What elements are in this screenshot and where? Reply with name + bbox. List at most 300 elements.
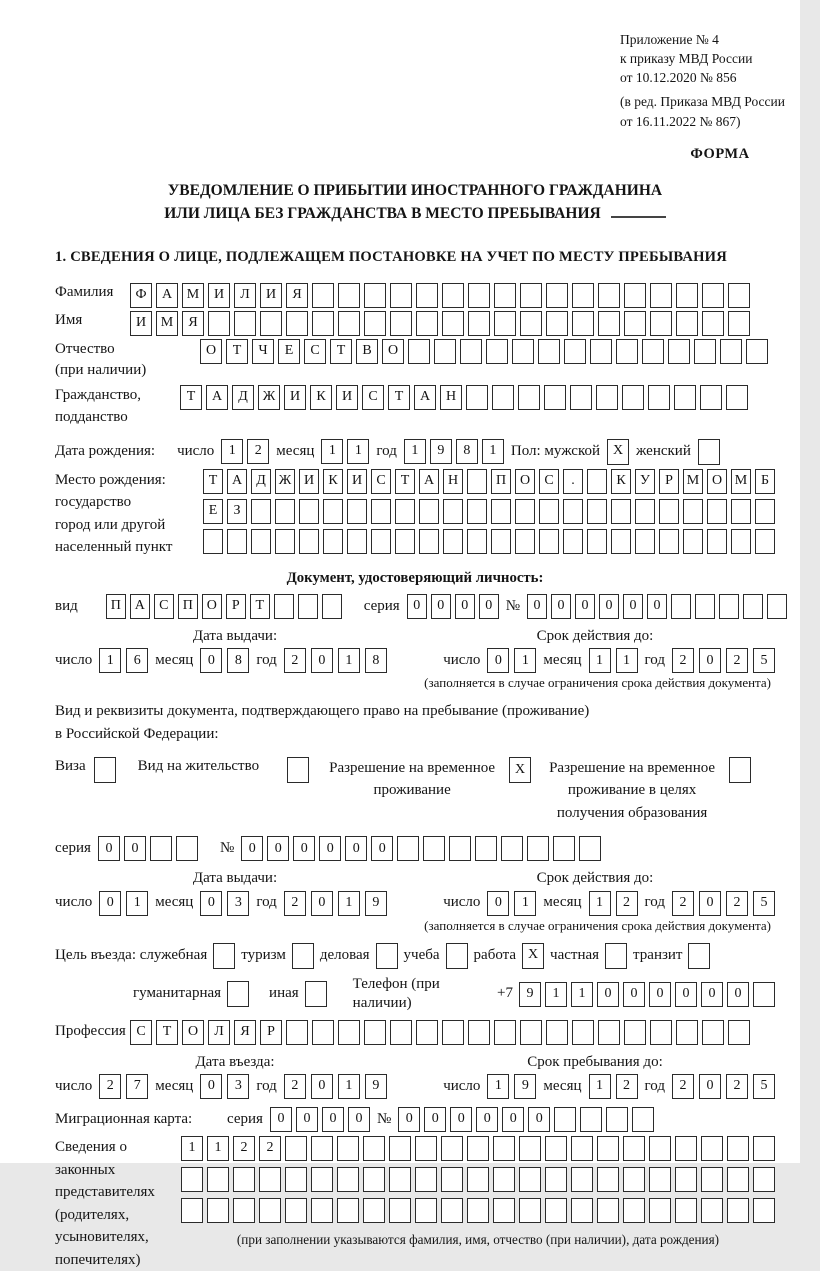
char-cell[interactable] <box>285 1167 307 1192</box>
char-cell[interactable] <box>364 283 386 308</box>
char-cell[interactable] <box>650 311 672 336</box>
char-cell[interactable] <box>467 469 487 494</box>
char-cell[interactable]: М <box>156 311 178 336</box>
char-cell[interactable]: Я <box>286 283 308 308</box>
char-cell[interactable] <box>468 1020 490 1045</box>
char-cell[interactable] <box>545 1167 567 1192</box>
char-cell[interactable]: 0 <box>398 1107 420 1132</box>
purpose-transit-checkbox[interactable] <box>688 943 710 969</box>
char-cell[interactable] <box>676 1020 698 1045</box>
char-cell[interactable] <box>571 1167 593 1192</box>
char-cell[interactable] <box>207 1167 229 1192</box>
char-cell[interactable]: Б <box>755 469 775 494</box>
char-cell[interactable] <box>590 339 612 364</box>
char-cell[interactable] <box>233 1167 255 1192</box>
char-cell[interactable]: П <box>178 594 198 619</box>
char-cell[interactable] <box>299 499 319 524</box>
char-cell[interactable] <box>441 1198 463 1223</box>
char-cell[interactable] <box>286 1020 308 1045</box>
char-cell[interactable]: 0 <box>649 982 671 1007</box>
char-cell[interactable] <box>572 311 594 336</box>
char-cell[interactable]: 0 <box>293 836 315 861</box>
char-cell[interactable] <box>518 385 540 410</box>
char-cell[interactable] <box>415 1167 437 1192</box>
char-cell[interactable]: 1 <box>571 982 593 1007</box>
char-cell[interactable]: О <box>515 469 535 494</box>
char-cell[interactable] <box>701 1136 723 1161</box>
char-cell[interactable]: 0 <box>99 891 121 916</box>
purpose-official-checkbox[interactable] <box>213 943 235 969</box>
char-cell[interactable] <box>150 836 172 861</box>
char-cell[interactable] <box>419 529 439 554</box>
char-cell[interactable] <box>397 836 419 861</box>
char-cell[interactable] <box>554 1107 576 1132</box>
char-cell[interactable]: 1 <box>589 891 611 916</box>
char-cell[interactable]: 1 <box>404 439 426 464</box>
char-cell[interactable] <box>442 1020 464 1045</box>
char-cell[interactable] <box>337 1198 359 1223</box>
char-cell[interactable] <box>389 1167 411 1192</box>
char-cell[interactable]: Н <box>440 385 462 410</box>
char-cell[interactable] <box>467 529 487 554</box>
char-cell[interactable] <box>623 1198 645 1223</box>
char-cell[interactable]: 0 <box>599 594 619 619</box>
char-cell[interactable]: 0 <box>527 594 547 619</box>
char-cell[interactable]: 0 <box>371 836 393 861</box>
char-cell[interactable]: 5 <box>753 891 775 916</box>
char-cell[interactable] <box>259 1198 281 1223</box>
char-cell[interactable]: 9 <box>430 439 452 464</box>
char-cell[interactable]: 2 <box>616 1074 638 1099</box>
char-cell[interactable] <box>363 1167 385 1192</box>
char-cell[interactable]: 0 <box>528 1107 550 1132</box>
char-cell[interactable]: Д <box>232 385 254 410</box>
char-cell[interactable] <box>546 1020 568 1045</box>
purpose-humanitarian-checkbox[interactable] <box>227 981 249 1007</box>
char-cell[interactable] <box>635 529 655 554</box>
char-cell[interactable] <box>707 499 727 524</box>
char-cell[interactable] <box>624 1020 646 1045</box>
char-cell[interactable] <box>700 385 722 410</box>
char-cell[interactable] <box>395 499 415 524</box>
char-cell[interactable] <box>597 1198 619 1223</box>
char-cell[interactable]: 2 <box>284 1074 306 1099</box>
char-cell[interactable] <box>234 311 256 336</box>
char-cell[interactable] <box>546 311 568 336</box>
char-cell[interactable] <box>694 339 716 364</box>
char-cell[interactable]: И <box>347 469 367 494</box>
char-cell[interactable]: К <box>323 469 343 494</box>
char-cell[interactable] <box>286 311 308 336</box>
char-cell[interactable] <box>390 283 412 308</box>
char-cell[interactable]: 2 <box>672 1074 694 1099</box>
char-cell[interactable]: 1 <box>207 1136 229 1161</box>
char-cell[interactable] <box>520 283 542 308</box>
char-cell[interactable]: С <box>539 469 559 494</box>
char-cell[interactable]: М <box>683 469 703 494</box>
char-cell[interactable] <box>501 836 523 861</box>
char-cell[interactable] <box>606 1107 628 1132</box>
char-cell[interactable]: 2 <box>672 648 694 673</box>
char-cell[interactable] <box>371 499 391 524</box>
char-cell[interactable] <box>492 385 514 410</box>
temp-residence-checkbox[interactable]: X <box>509 757 531 783</box>
char-cell[interactable] <box>597 1136 619 1161</box>
char-cell[interactable]: 1 <box>482 439 504 464</box>
char-cell[interactable] <box>494 1020 516 1045</box>
char-cell[interactable]: З <box>227 499 247 524</box>
char-cell[interactable]: 0 <box>296 1107 318 1132</box>
char-cell[interactable] <box>753 1136 775 1161</box>
char-cell[interactable]: 5 <box>753 648 775 673</box>
char-cell[interactable]: Ж <box>275 469 295 494</box>
char-cell[interactable] <box>622 385 644 410</box>
char-cell[interactable]: 1 <box>514 891 536 916</box>
char-cell[interactable] <box>408 339 430 364</box>
char-cell[interactable]: И <box>208 283 230 308</box>
char-cell[interactable]: 0 <box>623 594 643 619</box>
char-cell[interactable] <box>416 1020 438 1045</box>
char-cell[interactable] <box>323 529 343 554</box>
char-cell[interactable]: 1 <box>545 982 567 1007</box>
char-cell[interactable] <box>545 1198 567 1223</box>
char-cell[interactable] <box>363 1198 385 1223</box>
char-cell[interactable] <box>642 339 664 364</box>
char-cell[interactable]: 0 <box>200 891 222 916</box>
char-cell[interactable]: И <box>284 385 306 410</box>
char-cell[interactable]: А <box>156 283 178 308</box>
char-cell[interactable]: 0 <box>675 982 697 1007</box>
char-cell[interactable]: Т <box>156 1020 178 1045</box>
char-cell[interactable]: Т <box>226 339 248 364</box>
char-cell[interactable]: 8 <box>456 439 478 464</box>
char-cell[interactable]: 6 <box>126 648 148 673</box>
char-cell[interactable]: 1 <box>589 1074 611 1099</box>
char-cell[interactable]: 9 <box>365 891 387 916</box>
char-cell[interactable] <box>728 311 750 336</box>
char-cell[interactable] <box>598 311 620 336</box>
char-cell[interactable]: 0 <box>311 648 333 673</box>
char-cell[interactable] <box>701 1198 723 1223</box>
purpose-work-checkbox[interactable]: X <box>522 943 544 969</box>
char-cell[interactable]: 2 <box>726 1074 748 1099</box>
char-cell[interactable] <box>467 499 487 524</box>
char-cell[interactable]: 1 <box>321 439 343 464</box>
char-cell[interactable]: 1 <box>514 648 536 673</box>
char-cell[interactable] <box>460 339 482 364</box>
char-cell[interactable] <box>515 499 535 524</box>
char-cell[interactable]: А <box>227 469 247 494</box>
char-cell[interactable] <box>571 1198 593 1223</box>
char-cell[interactable] <box>564 339 586 364</box>
char-cell[interactable] <box>720 339 742 364</box>
char-cell[interactable]: 0 <box>322 1107 344 1132</box>
char-cell[interactable]: 7 <box>126 1074 148 1099</box>
char-cell[interactable] <box>527 836 549 861</box>
char-cell[interactable]: 0 <box>431 594 451 619</box>
char-cell[interactable] <box>467 1167 489 1192</box>
char-cell[interactable] <box>311 1167 333 1192</box>
char-cell[interactable] <box>467 1136 489 1161</box>
char-cell[interactable]: 2 <box>284 648 306 673</box>
char-cell[interactable]: В <box>356 339 378 364</box>
char-cell[interactable]: 9 <box>514 1074 536 1099</box>
char-cell[interactable]: А <box>414 385 436 410</box>
char-cell[interactable] <box>546 283 568 308</box>
char-cell[interactable] <box>719 594 739 619</box>
char-cell[interactable] <box>419 499 439 524</box>
char-cell[interactable] <box>727 1136 749 1161</box>
char-cell[interactable]: Т <box>180 385 202 410</box>
char-cell[interactable] <box>767 594 787 619</box>
purpose-other-checkbox[interactable] <box>305 981 327 1007</box>
char-cell[interactable]: Т <box>203 469 223 494</box>
purpose-business-checkbox[interactable] <box>376 943 398 969</box>
sex-male-checkbox[interactable]: X <box>607 439 629 465</box>
char-cell[interactable]: С <box>304 339 326 364</box>
char-cell[interactable] <box>275 529 295 554</box>
char-cell[interactable]: Н <box>443 469 463 494</box>
char-cell[interactable] <box>312 311 334 336</box>
char-cell[interactable] <box>390 311 412 336</box>
char-cell[interactable] <box>322 594 342 619</box>
char-cell[interactable]: Т <box>395 469 415 494</box>
char-cell[interactable] <box>675 1198 697 1223</box>
char-cell[interactable] <box>650 1020 672 1045</box>
char-cell[interactable] <box>587 529 607 554</box>
sex-female-checkbox[interactable] <box>698 439 720 465</box>
char-cell[interactable]: 1 <box>616 648 638 673</box>
char-cell[interactable] <box>598 283 620 308</box>
char-cell[interactable]: 1 <box>347 439 369 464</box>
char-cell[interactable]: Ф <box>130 283 152 308</box>
char-cell[interactable]: 2 <box>259 1136 281 1161</box>
char-cell[interactable]: П <box>106 594 126 619</box>
char-cell[interactable] <box>337 1136 359 1161</box>
char-cell[interactable] <box>695 594 715 619</box>
char-cell[interactable]: 1 <box>181 1136 203 1161</box>
char-cell[interactable] <box>181 1167 203 1192</box>
char-cell[interactable] <box>389 1198 411 1223</box>
char-cell[interactable]: 2 <box>672 891 694 916</box>
char-cell[interactable] <box>364 311 386 336</box>
char-cell[interactable]: Я <box>234 1020 256 1045</box>
char-cell[interactable]: Р <box>226 594 246 619</box>
char-cell[interactable] <box>443 529 463 554</box>
char-cell[interactable] <box>648 385 670 410</box>
char-cell[interactable]: 0 <box>647 594 667 619</box>
char-cell[interactable] <box>624 283 646 308</box>
char-cell[interactable]: Т <box>330 339 352 364</box>
char-cell[interactable]: 5 <box>753 1074 775 1099</box>
char-cell[interactable]: М <box>182 283 204 308</box>
char-cell[interactable]: 0 <box>551 594 571 619</box>
char-cell[interactable] <box>611 499 631 524</box>
char-cell[interactable]: Р <box>260 1020 282 1045</box>
char-cell[interactable] <box>363 1136 385 1161</box>
char-cell[interactable] <box>338 1020 360 1045</box>
char-cell[interactable] <box>623 1167 645 1192</box>
char-cell[interactable] <box>675 1167 697 1192</box>
char-cell[interactable]: 0 <box>200 1074 222 1099</box>
char-cell[interactable]: О <box>382 339 404 364</box>
char-cell[interactable] <box>299 529 319 554</box>
char-cell[interactable]: О <box>200 339 222 364</box>
char-cell[interactable] <box>598 1020 620 1045</box>
char-cell[interactable]: Ч <box>252 339 274 364</box>
char-cell[interactable]: И <box>299 469 319 494</box>
char-cell[interactable]: 0 <box>311 891 333 916</box>
char-cell[interactable]: 0 <box>348 1107 370 1132</box>
char-cell[interactable] <box>683 529 703 554</box>
char-cell[interactable] <box>312 1020 334 1045</box>
char-cell[interactable] <box>251 499 271 524</box>
char-cell[interactable] <box>755 499 775 524</box>
char-cell[interactable]: 0 <box>407 594 427 619</box>
char-cell[interactable] <box>415 1198 437 1223</box>
char-cell[interactable]: С <box>130 1020 152 1045</box>
char-cell[interactable]: 0 <box>479 594 499 619</box>
char-cell[interactable] <box>415 1136 437 1161</box>
char-cell[interactable]: 2 <box>726 891 748 916</box>
char-cell[interactable] <box>675 1136 697 1161</box>
char-cell[interactable]: С <box>362 385 384 410</box>
char-cell[interactable]: М <box>731 469 751 494</box>
char-cell[interactable] <box>596 385 618 410</box>
char-cell[interactable]: Т <box>250 594 270 619</box>
char-cell[interactable]: 0 <box>623 982 645 1007</box>
char-cell[interactable]: 9 <box>365 1074 387 1099</box>
char-cell[interactable]: 0 <box>597 982 619 1007</box>
char-cell[interactable] <box>494 283 516 308</box>
char-cell[interactable]: 0 <box>319 836 341 861</box>
char-cell[interactable] <box>671 594 691 619</box>
char-cell[interactable] <box>493 1136 515 1161</box>
char-cell[interactable]: 0 <box>450 1107 472 1132</box>
char-cell[interactable]: 0 <box>502 1107 524 1132</box>
char-cell[interactable]: Т <box>388 385 410 410</box>
char-cell[interactable] <box>443 499 463 524</box>
char-cell[interactable]: 0 <box>476 1107 498 1132</box>
char-cell[interactable] <box>259 1167 281 1192</box>
char-cell[interactable] <box>181 1198 203 1223</box>
char-cell[interactable] <box>298 594 318 619</box>
char-cell[interactable] <box>587 469 607 494</box>
char-cell[interactable] <box>632 1107 654 1132</box>
char-cell[interactable] <box>649 1167 671 1192</box>
char-cell[interactable] <box>623 1136 645 1161</box>
char-cell[interactable] <box>491 529 511 554</box>
char-cell[interactable] <box>545 1136 567 1161</box>
char-cell[interactable]: И <box>130 311 152 336</box>
char-cell[interactable] <box>539 529 559 554</box>
char-cell[interactable] <box>676 283 698 308</box>
char-cell[interactable] <box>728 1020 750 1045</box>
char-cell[interactable]: Д <box>251 469 271 494</box>
residence-permit-checkbox[interactable] <box>287 757 309 783</box>
char-cell[interactable] <box>726 385 748 410</box>
char-cell[interactable] <box>649 1198 671 1223</box>
char-cell[interactable] <box>707 529 727 554</box>
char-cell[interactable]: Е <box>278 339 300 364</box>
char-cell[interactable] <box>519 1167 541 1192</box>
char-cell[interactable] <box>311 1198 333 1223</box>
purpose-study-checkbox[interactable] <box>446 943 468 969</box>
char-cell[interactable] <box>580 1107 602 1132</box>
char-cell[interactable] <box>676 311 698 336</box>
char-cell[interactable] <box>674 385 696 410</box>
char-cell[interactable]: 0 <box>424 1107 446 1132</box>
char-cell[interactable] <box>468 311 490 336</box>
char-cell[interactable] <box>475 836 497 861</box>
char-cell[interactable] <box>650 283 672 308</box>
char-cell[interactable]: 1 <box>338 891 360 916</box>
char-cell[interactable] <box>668 339 690 364</box>
char-cell[interactable]: 0 <box>455 594 475 619</box>
char-cell[interactable]: 0 <box>575 594 595 619</box>
char-cell[interactable]: 1 <box>126 891 148 916</box>
char-cell[interactable] <box>727 1198 749 1223</box>
char-cell[interactable]: 2 <box>284 891 306 916</box>
char-cell[interactable] <box>701 1167 723 1192</box>
char-cell[interactable] <box>743 594 763 619</box>
char-cell[interactable] <box>659 529 679 554</box>
char-cell[interactable] <box>486 339 508 364</box>
char-cell[interactable]: 8 <box>227 648 249 673</box>
char-cell[interactable]: Ж <box>258 385 280 410</box>
char-cell[interactable] <box>468 283 490 308</box>
char-cell[interactable] <box>285 1198 307 1223</box>
char-cell[interactable] <box>539 499 559 524</box>
char-cell[interactable]: 9 <box>519 982 541 1007</box>
char-cell[interactable] <box>323 499 343 524</box>
char-cell[interactable]: . <box>563 469 583 494</box>
char-cell[interactable] <box>572 1020 594 1045</box>
char-cell[interactable]: 1 <box>338 1074 360 1099</box>
char-cell[interactable] <box>416 283 438 308</box>
char-cell[interactable] <box>227 529 247 554</box>
visa-checkbox[interactable] <box>94 757 116 783</box>
char-cell[interactable] <box>285 1136 307 1161</box>
char-cell[interactable] <box>274 594 294 619</box>
char-cell[interactable]: 2 <box>233 1136 255 1161</box>
char-cell[interactable] <box>442 283 464 308</box>
char-cell[interactable] <box>683 499 703 524</box>
char-cell[interactable] <box>753 1167 775 1192</box>
char-cell[interactable] <box>702 311 724 336</box>
char-cell[interactable] <box>597 1167 619 1192</box>
char-cell[interactable] <box>434 339 456 364</box>
char-cell[interactable]: 0 <box>267 836 289 861</box>
char-cell[interactable] <box>337 1167 359 1192</box>
char-cell[interactable] <box>347 499 367 524</box>
char-cell[interactable] <box>311 1136 333 1161</box>
char-cell[interactable] <box>519 1198 541 1223</box>
char-cell[interactable] <box>449 836 471 861</box>
char-cell[interactable] <box>233 1198 255 1223</box>
char-cell[interactable] <box>371 529 391 554</box>
char-cell[interactable]: 0 <box>487 648 509 673</box>
char-cell[interactable]: О <box>202 594 222 619</box>
char-cell[interactable]: 1 <box>221 439 243 464</box>
char-cell[interactable]: 0 <box>487 891 509 916</box>
char-cell[interactable]: Л <box>208 1020 230 1045</box>
char-cell[interactable]: 0 <box>311 1074 333 1099</box>
char-cell[interactable] <box>731 499 751 524</box>
char-cell[interactable]: 2 <box>616 891 638 916</box>
char-cell[interactable] <box>312 283 334 308</box>
char-cell[interactable]: 1 <box>338 648 360 673</box>
